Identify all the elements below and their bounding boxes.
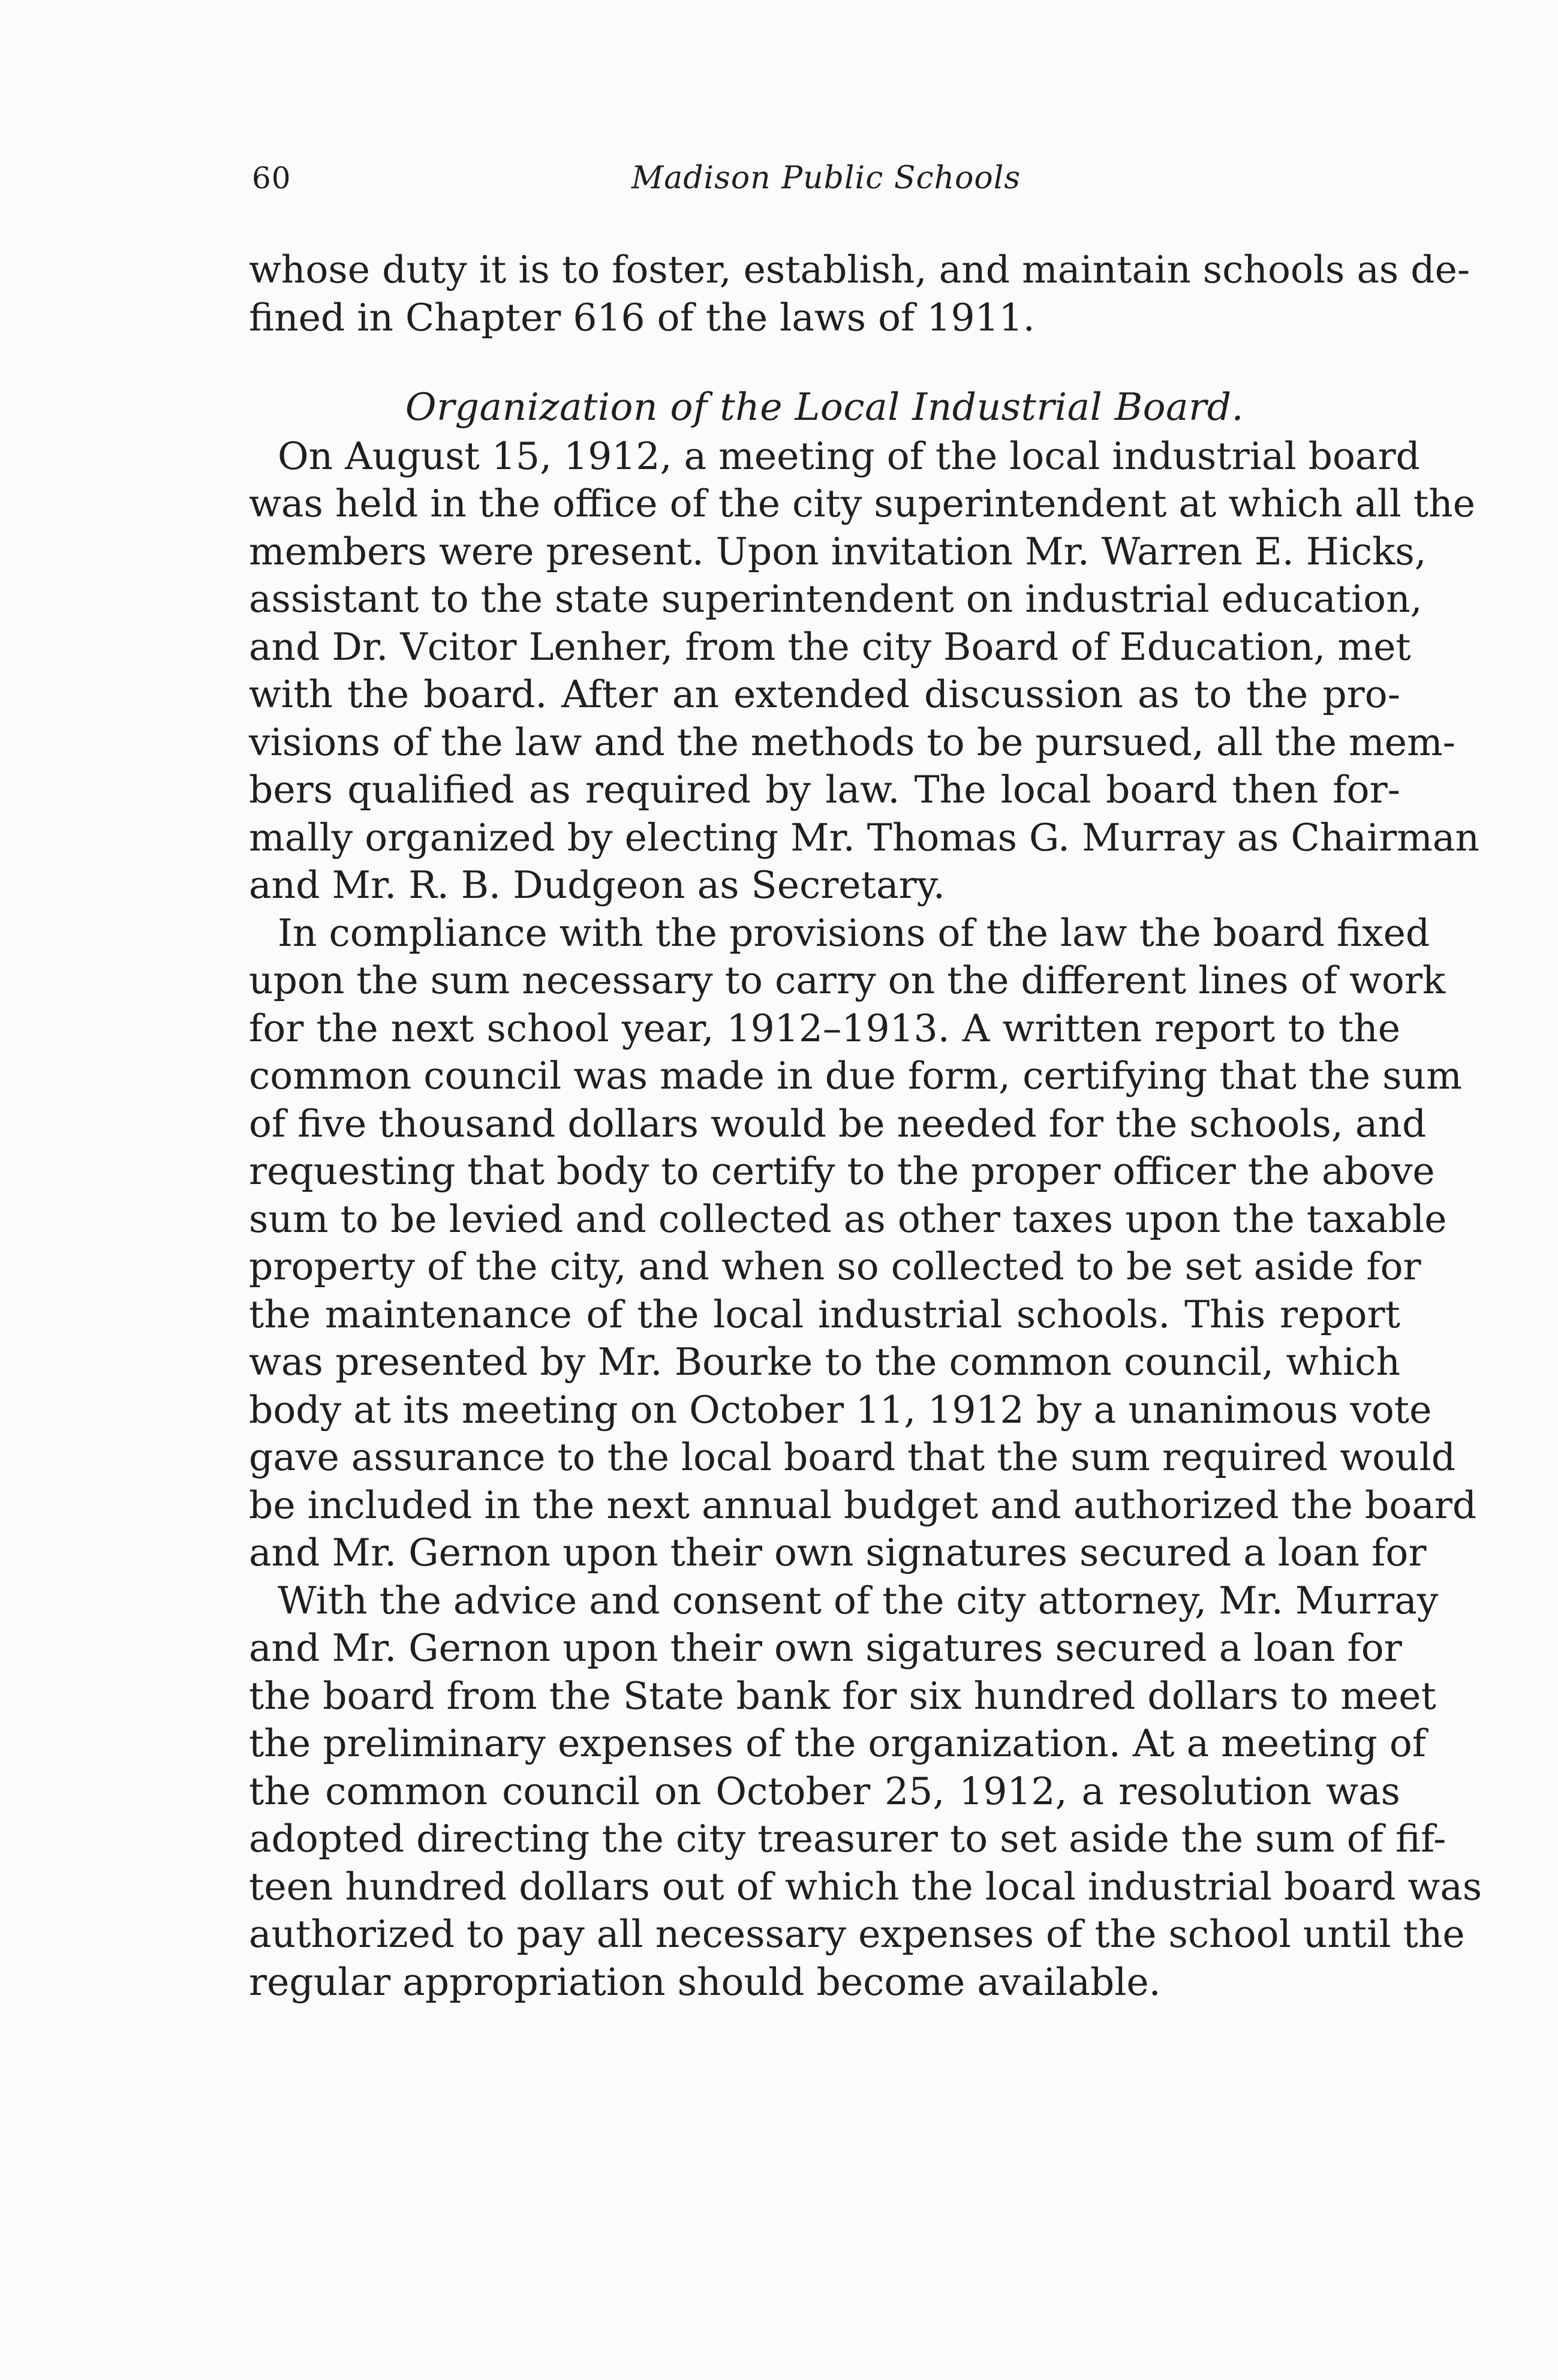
text-line: body at its meeting on October 11, 1912 by a unanimous vote [249,1387,1432,1432]
text-line: members were present. Upon invitation Mr. Warren E. Hicks, [249,529,1427,573]
paragraph-advice [249,1577,1482,2006]
text-line: assistant to the state superintendent on industrial education, [249,577,1422,621]
text-line: fined in Chapter 616 of the laws of 1911. [249,295,1035,339]
text-line: with the board. After an extended discussion as to the pro- [249,672,1400,716]
text-line: was presented by Mr. Bourke to the common council, which [249,1340,1400,1384]
text-line: and Dr. Vcitor Lenher, from the city Board of Education, met [249,624,1411,669]
text-line: the board from the State bank for six hundred dollars to meet [249,1673,1436,1718]
text-line: requesting that body to certify to the proper officer the above [249,1149,1435,1193]
text-line: visions of the law and the methods to be pursued, all the mem- [249,720,1456,764]
paragraph-compliance [249,909,1477,1577]
text-line: mally organized by electing Mr. Thomas G. Murray as Chairman [249,815,1479,860]
text-line: common council was made in due form, certifying that the sum [249,1054,1462,1098]
text-line: and Mr. Gernon upon their own sigatures secured a loan for [249,1626,1402,1670]
text-line: whose duty it is to foster, establish, and maintain schools as de- [249,248,1470,292]
text-line: sum to be levied and collected as other taxes upon the taxable [249,1197,1447,1241]
text-line: gave assurance to the local board that the sum required would [249,1435,1456,1479]
text-line: teen hundred dollars out of which the local industrial board was [249,1864,1482,1909]
text-line: regular appropriation should become available. [249,1960,1161,2004]
section-heading: Organization of the Local Industrial Board. [405,385,1244,429]
text-line: the maintenance of the local industrial schools. This report [249,1292,1400,1336]
page-number: 60 [252,161,291,196]
text-line: the common council on October 25, 1912, a resolution was [249,1769,1400,1813]
text-line: and Mr. Gernon upon their own signatures secured a loan for [249,1531,1427,1574]
text-line: upon the sum necessary to carry on the different lines of work [249,958,1446,1002]
text-line: With the advice and consent of the city attorney, Mr. Murray [278,1578,1439,1622]
text-line: of five thousand dollars would be needed for the schools, and [249,1101,1427,1146]
text-line: was held in the office of the city superintendent at which all the [249,482,1475,525]
text-line: authorized to pay all necessary expenses of the school until the [249,1912,1465,1956]
text-line: adopted directing the city treasurer to set aside the sum of fif- [249,1817,1446,1861]
text-line: bers qualified as required by law. The local board then for- [249,768,1400,812]
paragraph-organization [249,432,1479,909]
running-title: Madison Public Schools [631,160,1021,196]
running-header [252,157,1400,205]
text-line: and Mr. R. B. Dudgeon as Secretary. [249,863,945,907]
text-line: property of the city, and when so collected to be set aside for [249,1245,1421,1288]
text-line: the preliminary expenses of the organization. At a meeting of [249,1721,1427,1765]
text-line: On August 15, 1912, a meeting of the local industrial board [278,434,1420,478]
text-line: be included in the next annual budget and authorized the board [249,1483,1477,1527]
body-text [249,246,1482,2006]
text-line: for the next school year, 1912–1913. A written report to the [249,1006,1400,1050]
intro-paragraph [249,246,1470,341]
text-line: In compliance with the provisions of the law the board fixed [278,910,1430,955]
